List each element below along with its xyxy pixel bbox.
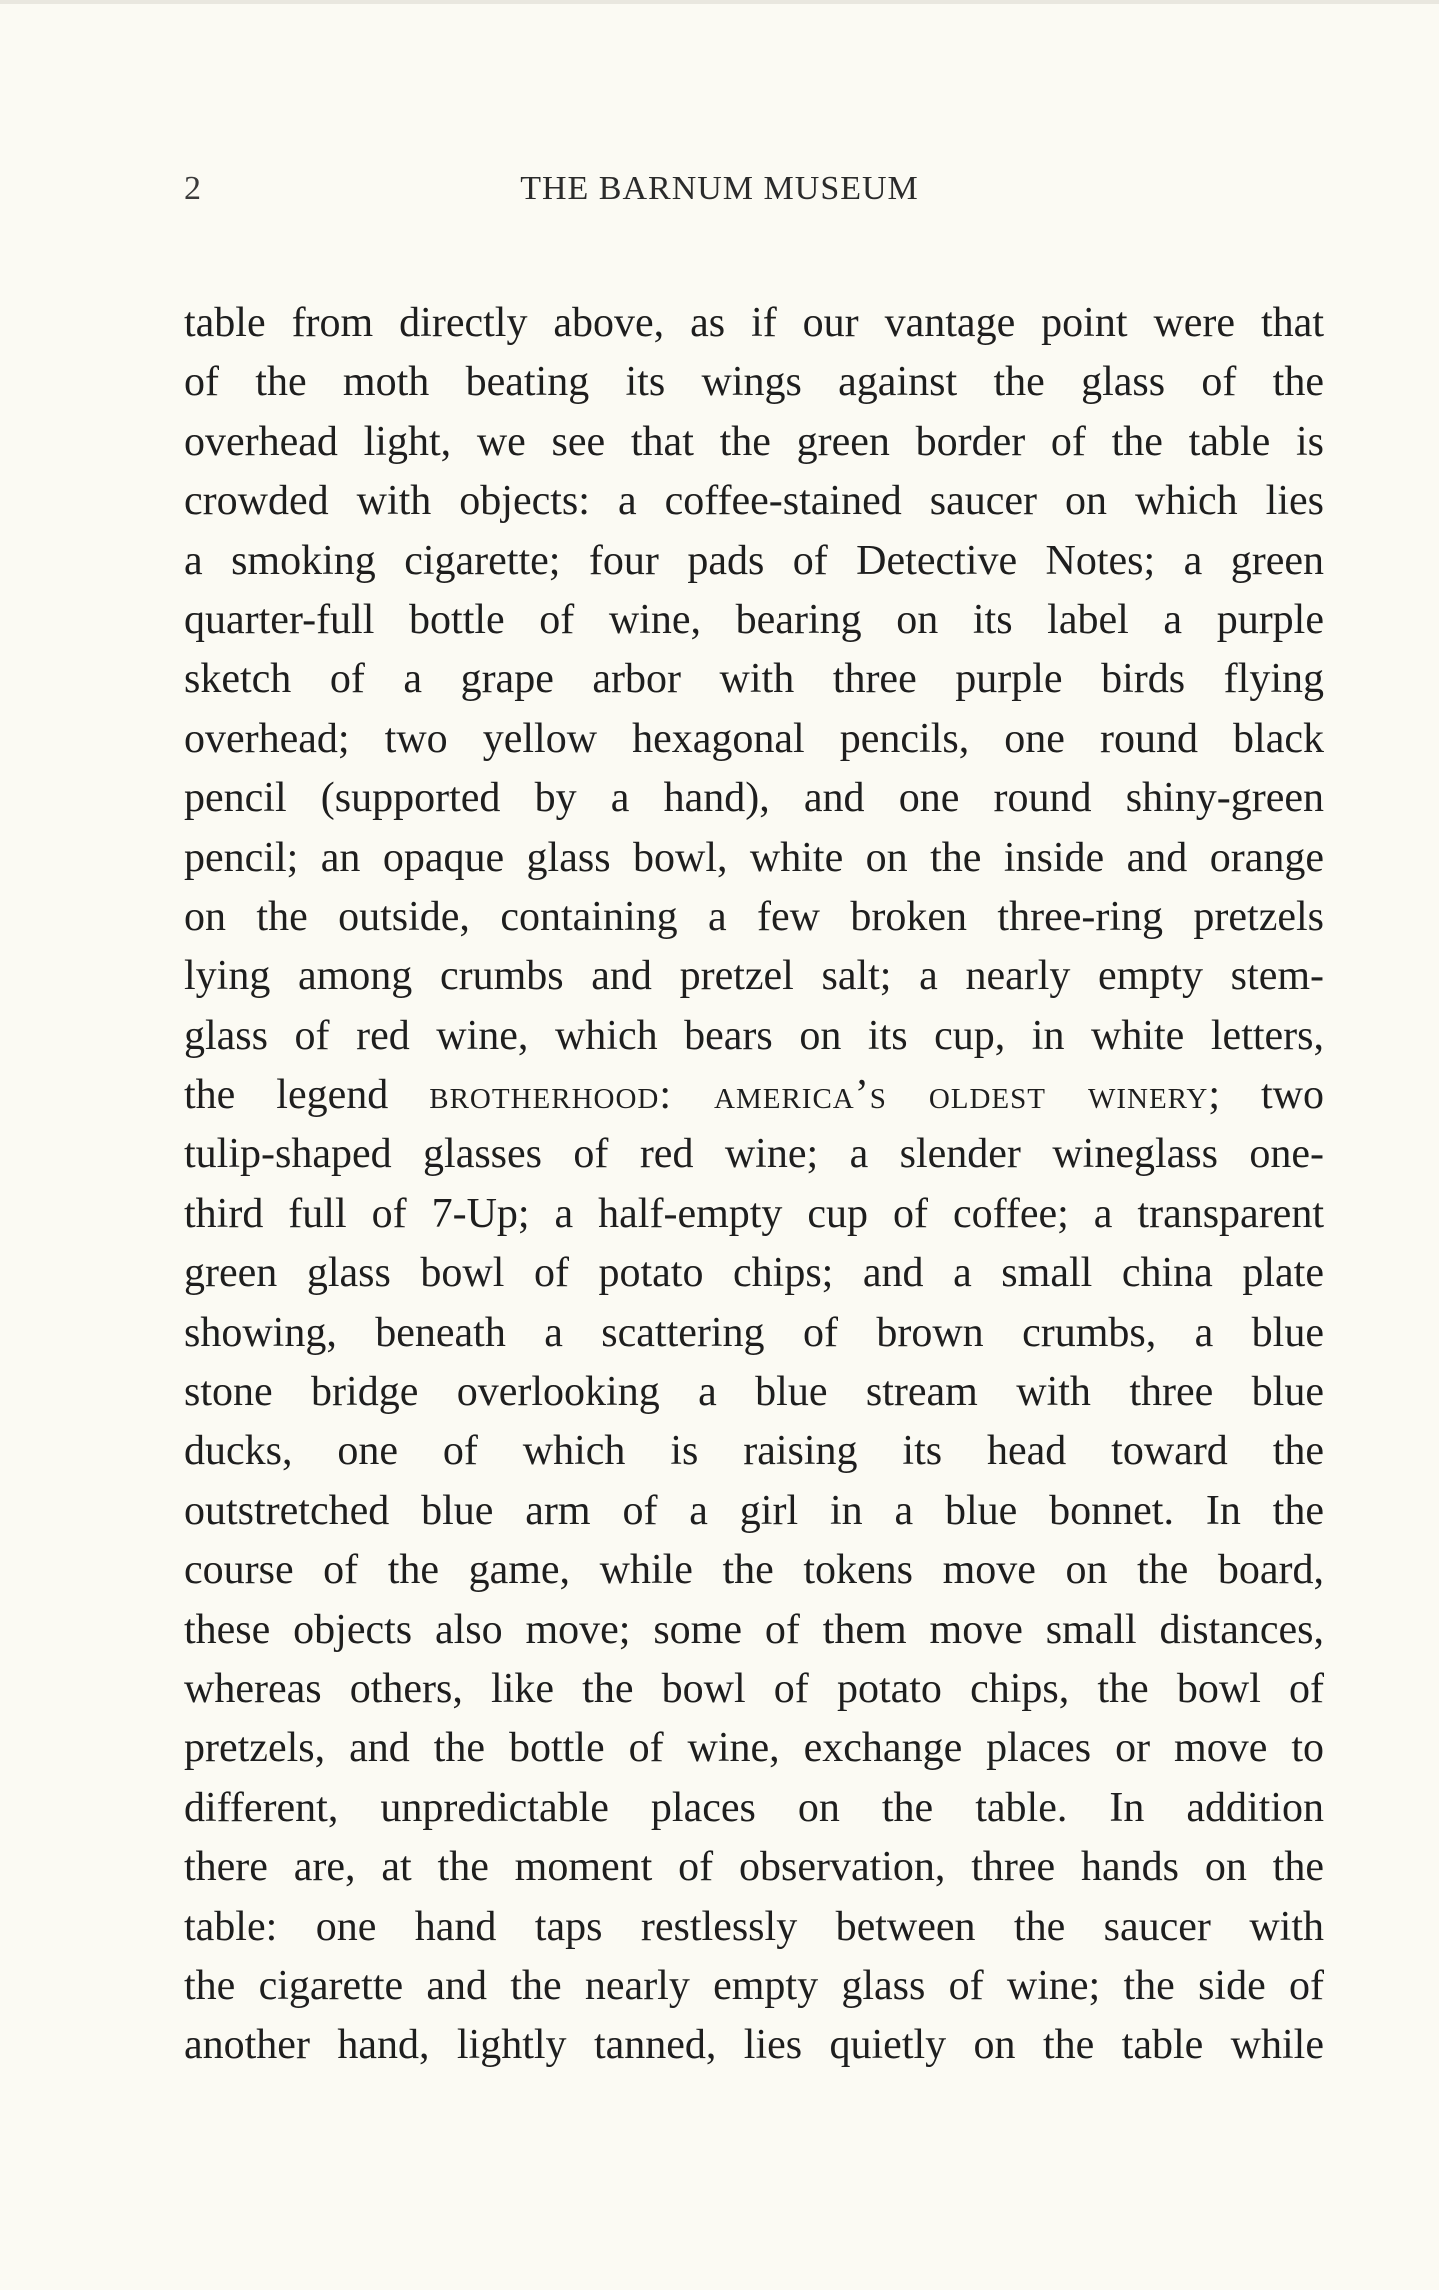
text-line: table from directly above, as if our vantage point were that — [184, 300, 1324, 346]
text-line: pencil; an opaque glass bowl, white on the inside and orange — [184, 834, 1324, 881]
text-line-legend — [184, 1066, 1324, 1125]
text-line: quarter-full bottle of wine, bearing on its label a purple — [184, 596, 1324, 643]
page-top-edge — [0, 0, 1439, 4]
text-line: on the outside, containing a few broken three-ring pretzels — [184, 893, 1324, 940]
text-line: pencil (supported by a hand), and one round shiny-green — [184, 775, 1324, 822]
text-line: these objects also move; some of them move small distances, — [184, 1606, 1324, 1653]
legend-tail: ; two — [1208, 1072, 1324, 1119]
text-line: outstretched blue arm of a girl in a blue bonnet. In the — [184, 1487, 1324, 1534]
text-line: different, unpredictable places on the table. In addition — [184, 1784, 1324, 1831]
text-line: table: one hand taps restlessly between the saucer with — [184, 1903, 1324, 1950]
text-line: course of the game, while the tokens move on the board, — [184, 1547, 1324, 1594]
page-number: 2 — [184, 170, 202, 207]
text-line: green glass bowl of potato chips; and a small china plate — [184, 1250, 1324, 1297]
text-line: there are, at the moment of observation, three hands on the — [184, 1844, 1324, 1891]
text-line: crowded with objects: a coffee-stained saucer on which lies — [184, 478, 1324, 525]
legend-smallcaps: brotherhood: america’s oldest winery — [429, 1072, 1209, 1119]
text-line: lying among crumbs and pretzel salt; a nearly empty stem- — [184, 953, 1324, 1000]
text-line: whereas others, like the bowl of potato chips, the bowl of — [184, 1665, 1324, 1712]
text-line: the cigarette and the nearly empty glass of wine; the side of — [184, 1962, 1324, 2009]
text-line: of the moth beating its wings against the glass of the — [184, 359, 1324, 406]
text-line: overhead; two yellow hexagonal pencils, one round black — [184, 715, 1324, 762]
text-line: third full of 7-Up; a half-empty cup of coffee; a transparent — [184, 1190, 1324, 1237]
text-line: ducks, one of which is raising its head toward the — [184, 1428, 1324, 1475]
body-text — [184, 294, 1324, 2076]
text-line: glass of red wine, which bears on its cup, in white letters, — [184, 1012, 1324, 1059]
text-line: showing, beneath a scattering of brown crumbs, a blue — [184, 1309, 1324, 1356]
text-line: sketch of a grape arbor with three purple birds flying — [184, 656, 1324, 703]
text-line: stone bridge overlooking a blue stream with three blue — [184, 1369, 1324, 1416]
legend-lead-in: the legend — [184, 1072, 430, 1119]
running-head: THE BARNUM MUSEUM — [520, 170, 919, 207]
text-line: a smoking cigarette; four pads of Detective Notes; a green — [184, 537, 1324, 584]
text-line: pretzels, and the bottle of wine, exchange places or move to — [184, 1725, 1324, 1772]
text-line: tulip-shaped glasses of red wine; a slender wineglass one- — [184, 1131, 1324, 1178]
text-line: overhead light, we see that the green border of the table is — [184, 418, 1324, 465]
text-line: another hand, lightly tanned, lies quietly on the table while — [184, 2022, 1324, 2069]
